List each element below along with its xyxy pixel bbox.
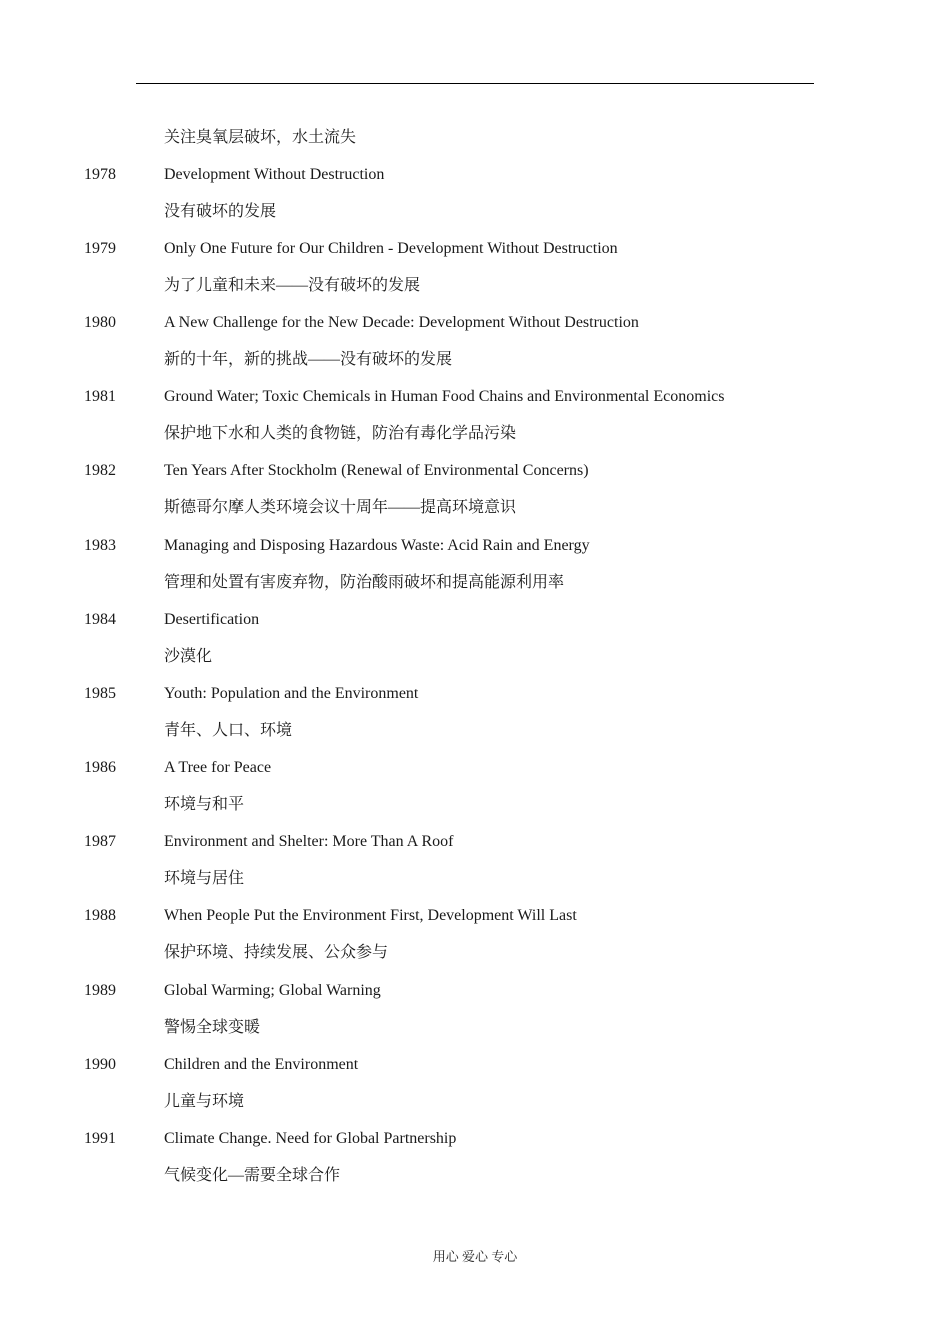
entry-translation-line	[0, 348, 950, 372]
entry-translation: 保护环境、持续发展、公众参与	[164, 944, 389, 961]
entry-translation-line	[0, 1090, 950, 1114]
entry-year: 1978	[84, 166, 116, 183]
entry-year: 1989	[84, 982, 116, 999]
entry-year: 1985	[84, 685, 116, 702]
entry-theme: Only One Future for Our Children - Development Without Destruction	[164, 240, 618, 257]
entry-title-line	[0, 385, 950, 409]
entry-translation: 新的十年，新的挑战——没有破坏的发展	[164, 351, 453, 368]
entry-theme: Desertification	[164, 611, 260, 628]
entry-theme: A New Challenge for the New Decade: Development Without Destruction	[164, 314, 639, 331]
entry-year: 1986	[84, 759, 116, 776]
entry-translation: 环境与和平	[164, 796, 245, 813]
entry-title-line	[0, 979, 950, 1003]
entry-theme: Children and the Environment	[164, 1056, 359, 1073]
entry-theme: A Tree for Peace	[164, 759, 272, 776]
entry-theme: Environment and Shelter: More Than A Roof	[164, 833, 454, 850]
entry-title-line	[0, 237, 950, 261]
entry-translation: 斯德哥尔摩人类环境会议十周年——提高环境意识	[164, 499, 517, 516]
entry-translation-line	[0, 1164, 950, 1188]
entry-title-line	[0, 459, 950, 483]
entry-translation-line	[0, 571, 950, 595]
entry-translation-line	[0, 274, 950, 298]
entry-year: 1984	[84, 611, 116, 628]
entry-year: 1991	[84, 1130, 116, 1147]
entry-theme: Youth: Population and the Environment	[164, 685, 419, 702]
entry-translation-line	[0, 941, 950, 965]
entry-title-line	[0, 311, 950, 335]
header-rule	[136, 83, 814, 84]
entry-theme: Development Without Destruction	[164, 166, 385, 183]
entry-year: 1983	[84, 537, 116, 554]
entry-translation-line	[0, 200, 950, 224]
entry-year: 1987	[84, 833, 116, 850]
entry-translation-line	[0, 867, 950, 891]
entry-title-line	[0, 830, 950, 854]
entry-theme: Ground Water; Toxic Chemicals in Human Food Chains and Environmental Economics	[164, 388, 725, 405]
entry-title-line	[0, 904, 950, 928]
page-footer: 用心 爱心 专心	[432, 1249, 518, 1264]
entry-translation: 为了儿童和未来——没有破坏的发展	[164, 277, 421, 294]
entry-year: 1988	[84, 907, 116, 924]
entry-theme: Ten Years After Stockholm (Renewal of Environmental Concerns)	[164, 462, 589, 479]
entry-title-line	[0, 534, 950, 558]
entry-translation: 没有破坏的发展	[164, 203, 277, 220]
entry-theme: Climate Change. Need for Global Partnership	[164, 1130, 457, 1147]
entry-title-line	[0, 682, 950, 706]
entry-title-line	[0, 163, 950, 187]
entry-translation: 气候变化—需要全球合作	[164, 1167, 341, 1184]
entry-translation-line	[0, 793, 950, 817]
entry-year: 1981	[84, 388, 116, 405]
entry-translation: 保护地下水和人类的食物链，防治有毒化学品污染	[164, 425, 517, 442]
entry-year: 1979	[84, 240, 116, 257]
entry-title-line	[0, 1127, 950, 1151]
entry-translation-line	[0, 719, 950, 743]
entry-theme: Global Warming; Global Warning	[164, 982, 381, 999]
entry-translation-line	[0, 1016, 950, 1040]
entry-title-line	[0, 1053, 950, 1077]
entry-translation: 管理和处置有害废弃物，防治酸雨破坏和提高能源利用率	[164, 574, 565, 591]
entry-year: 1980	[84, 314, 116, 331]
entry-title-line	[0, 756, 950, 780]
entry-year: 1982	[84, 462, 116, 479]
entry-theme: Managing and Disposing Hazardous Waste: Acid Rain and Energy	[164, 537, 590, 554]
entry-translation: 青年、人口、环境	[164, 722, 293, 739]
entry-translation: 警惕全球变暖	[164, 1019, 261, 1036]
entry-translation: 关注臭氧层破坏，水土流失	[164, 129, 357, 146]
entry-year: 1990	[84, 1056, 116, 1073]
continuation-line	[0, 126, 950, 150]
entry-translation: 沙漠化	[164, 648, 213, 665]
entry-title-line	[0, 608, 950, 632]
entry-translation-line	[0, 645, 950, 669]
entry-translation: 儿童与环境	[164, 1093, 245, 1110]
entry-theme: When People Put the Environment First, Development Will Last	[164, 907, 577, 924]
entry-translation-line	[0, 496, 950, 520]
entry-translation-line	[0, 422, 950, 446]
entry-translation: 环境与居住	[164, 870, 245, 887]
